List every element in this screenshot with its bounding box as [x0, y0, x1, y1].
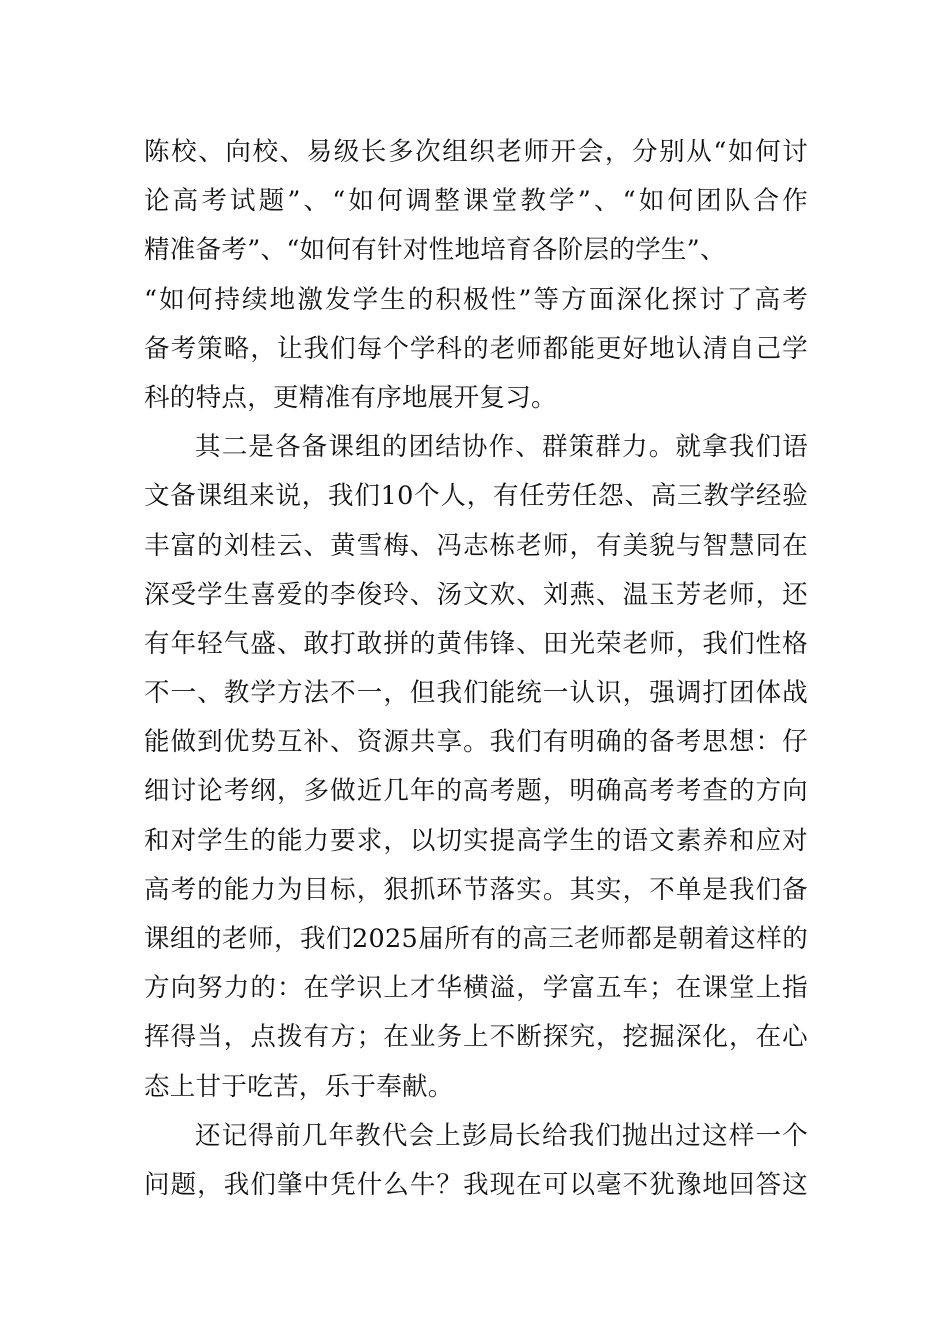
text-line: 有年轻气盛、敢打敢拼的黄伟锋、田光荣老师，我们性格: [144, 628, 808, 659]
text-line: “如何持续地激发学生的积极性”等方面深化探讨了高考: [144, 284, 808, 315]
text-line: 精准备考”、“如何有针对性地培育各阶层的学生”、: [144, 235, 726, 266]
text-line: 态上甘于吃苦，乐于奉献。: [144, 1071, 454, 1102]
text-line: 陈校、向校、易级长多次组织老师开会，分别从“如何讨: [144, 137, 808, 167]
paragraph-start-line: 其二是各备课组的团结协作、群策群力。就拿我们语: [195, 432, 808, 463]
paragraph-start-line: 还记得前几年教代会上彭局长给我们抛出过这样一个: [195, 1120, 808, 1151]
text-line: 细讨论考纲，多做近几年的高考题，明确高考考查的方向: [144, 776, 808, 807]
text-line: 论高考试题”、“如何调整课堂教学”、“如何团队合作: [144, 186, 808, 217]
text-line: 深受学生喜爱的李俊玲、汤文欢、刘燕、温玉芳老师，还: [144, 579, 808, 610]
text-line: 文备课组来说，我们10个人，有任劳任怨、高三教学经验: [144, 481, 808, 512]
text-line: 问题，我们肇中凭什么牛？我现在可以毫不犹豫地回答这: [144, 1169, 808, 1200]
text-line: 挥得当，点拨有方；在业务上不断探究，挖掘深化，在心: [144, 1022, 808, 1053]
body-text: [144, 128, 808, 1210]
text-line: 和对学生的能力要求，以切实提高学生的语文素养和应对: [144, 825, 808, 856]
text-line: 能做到优势互补、资源共享。我们有明确的备考思想：仔: [144, 727, 808, 758]
text-line: 方向努力的：在学识上才华横溢，学富五车；在课堂上指: [144, 973, 808, 1004]
text-line: 课组的老师，我们2025届所有的高三老师都是朝着这样的: [144, 924, 808, 954]
text-line: 备考策略，让我们每个学科的老师都能更好地认清自己学: [144, 333, 808, 364]
text-line: 科的特点，更精准有序地展开复习。: [144, 382, 557, 413]
text-line: 高考的能力为目标，狠抓环节落实。其实，不单是我们备: [144, 874, 808, 905]
text-line: 不一、教学方法不一，但我们能统一认识，强调打团体战: [144, 678, 808, 709]
text-line: 丰富的刘桂云、黄雪梅、冯志栋老师，有美貌与智慧同在: [144, 530, 808, 561]
